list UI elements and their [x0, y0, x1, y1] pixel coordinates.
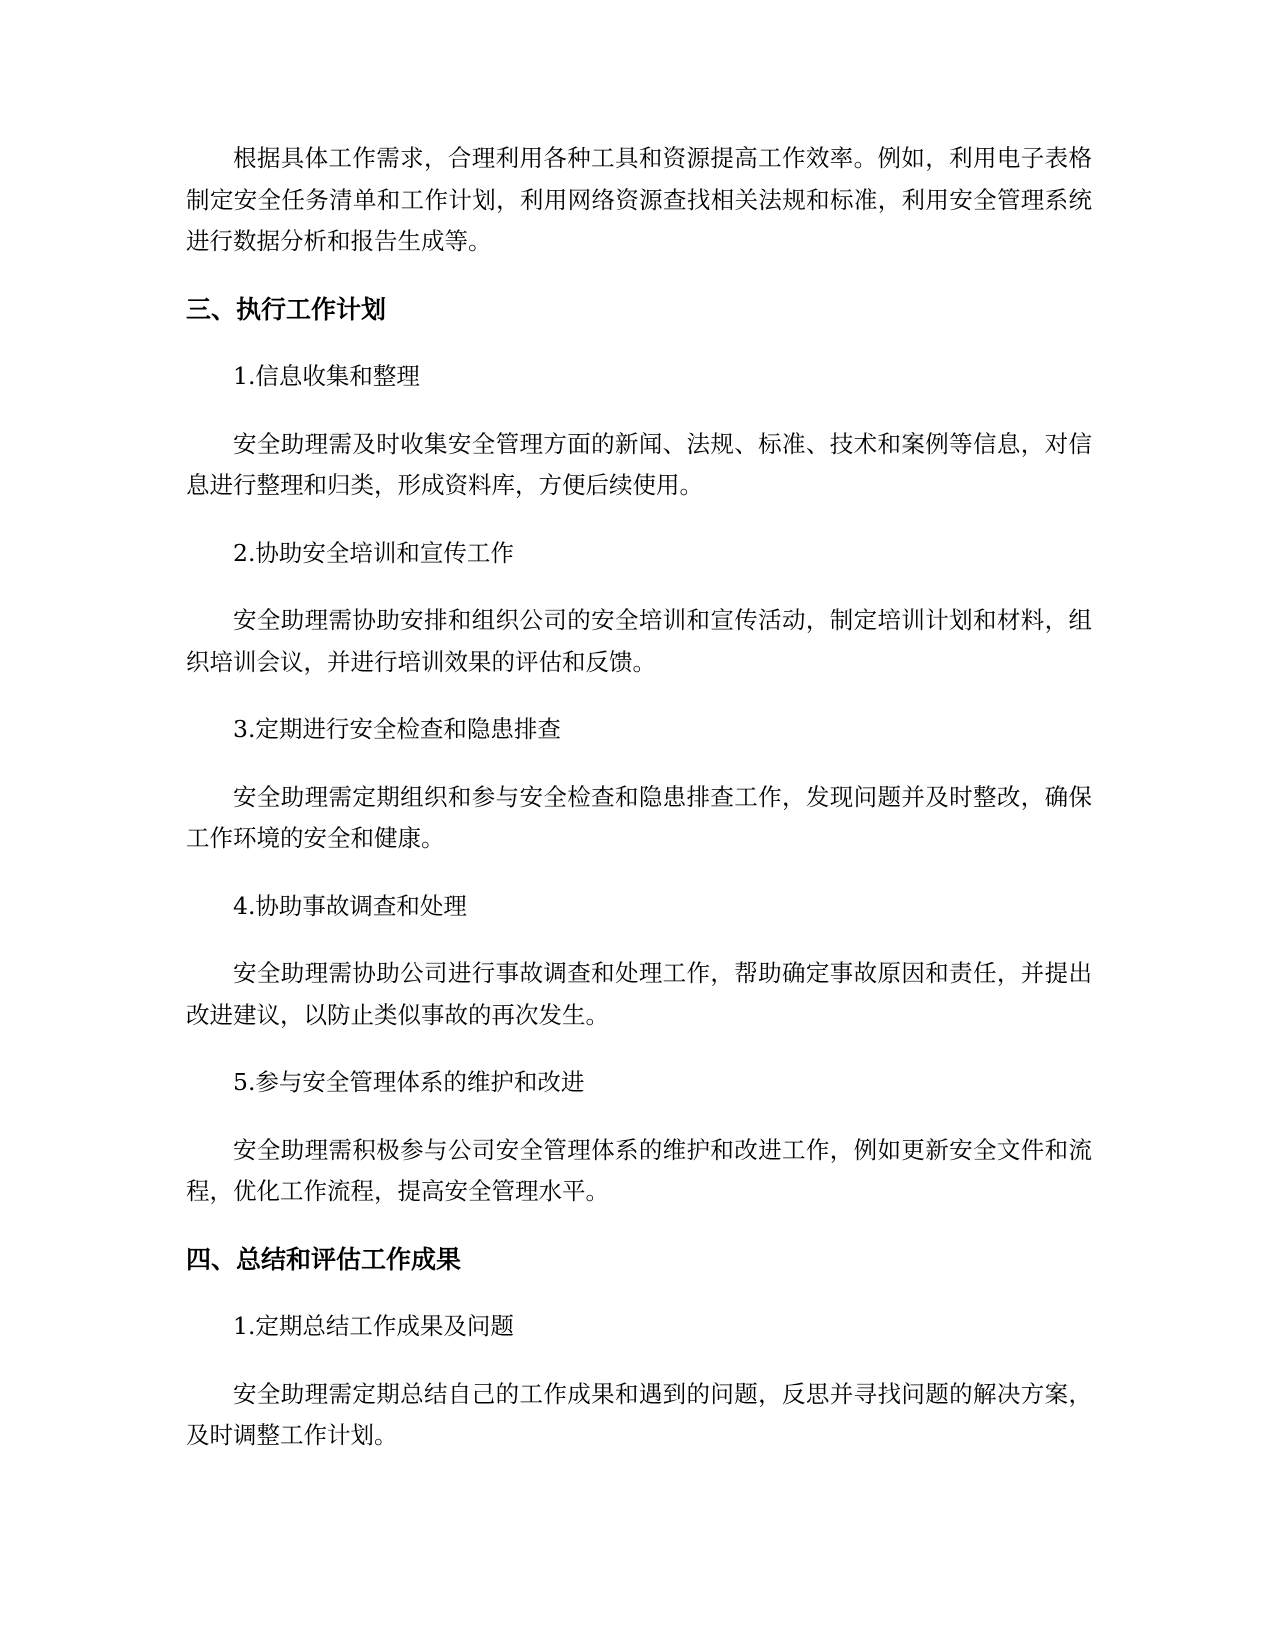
paragraph-safety-inspection: 安全助理需定期组织和参与安全检查和隐患排查工作，发现问题并及时整改，确保工作环境的安全和健康。: [186, 782, 1092, 852]
subheading-system-maintenance: 5.参与安全管理体系的维护和改进: [233, 1068, 585, 1096]
subheading-safety-inspection: 3.定期进行安全检查和隐患排查: [233, 715, 561, 743]
section-heading-execute-plan: 三、执行工作计划: [186, 294, 387, 324]
subheading-accident-investigation: 4.协助事故调查和处理: [233, 891, 467, 920]
paragraph-accident-investigation: 安全助理需协助公司进行事故调查和处理工作，帮助确定事故原因和责任，并提出改进建议，以防止类似事故的再次发生。: [186, 959, 1092, 1029]
paragraph-periodic-summary: 安全助理需定期总结自己的工作成果和遇到的问题，反思并寻找问题的解决方案，及时调整工作计划。: [186, 1379, 1092, 1449]
paragraph-system-maintenance: 安全助理需积极参与公司安全管理体系的维护和改进工作，例如更新安全文件和流程，优化工作流程，提高安全管理水平。: [186, 1135, 1092, 1205]
section-heading-summary-evaluation: 四、总结和评估工作成果: [186, 1244, 462, 1274]
document-body: [186, 138, 1092, 1483]
subheading-info-collection: 1.信息收集和整理: [233, 362, 420, 390]
subheading-training-support: 2.协助安全培训和宣传工作: [233, 538, 514, 567]
intro-paragraph: 根据具体工作需求，合理利用各种工具和资源提高工作效率。例如，利用电子表格制定安全任务清单和工作计划，利用网络资源查找相关法规和标准，利用安全管理系统进行数据分析和报告生成等。: [186, 144, 1092, 255]
paragraph-training-support: 安全助理需协助安排和组织公司的安全培训和宣传活动，制定培训计划和材料，组织培训会议，并进行培训效果的评估和反馈。: [186, 606, 1092, 676]
subheading-periodic-summary: 1.定期总结工作成果及问题: [233, 1312, 514, 1340]
paragraph-info-collection: 安全助理需及时收集安全管理方面的新闻、法规、标准、技术和案例等信息，对信息进行整理和归类，形成资料库，方便后续使用。: [186, 429, 1092, 499]
